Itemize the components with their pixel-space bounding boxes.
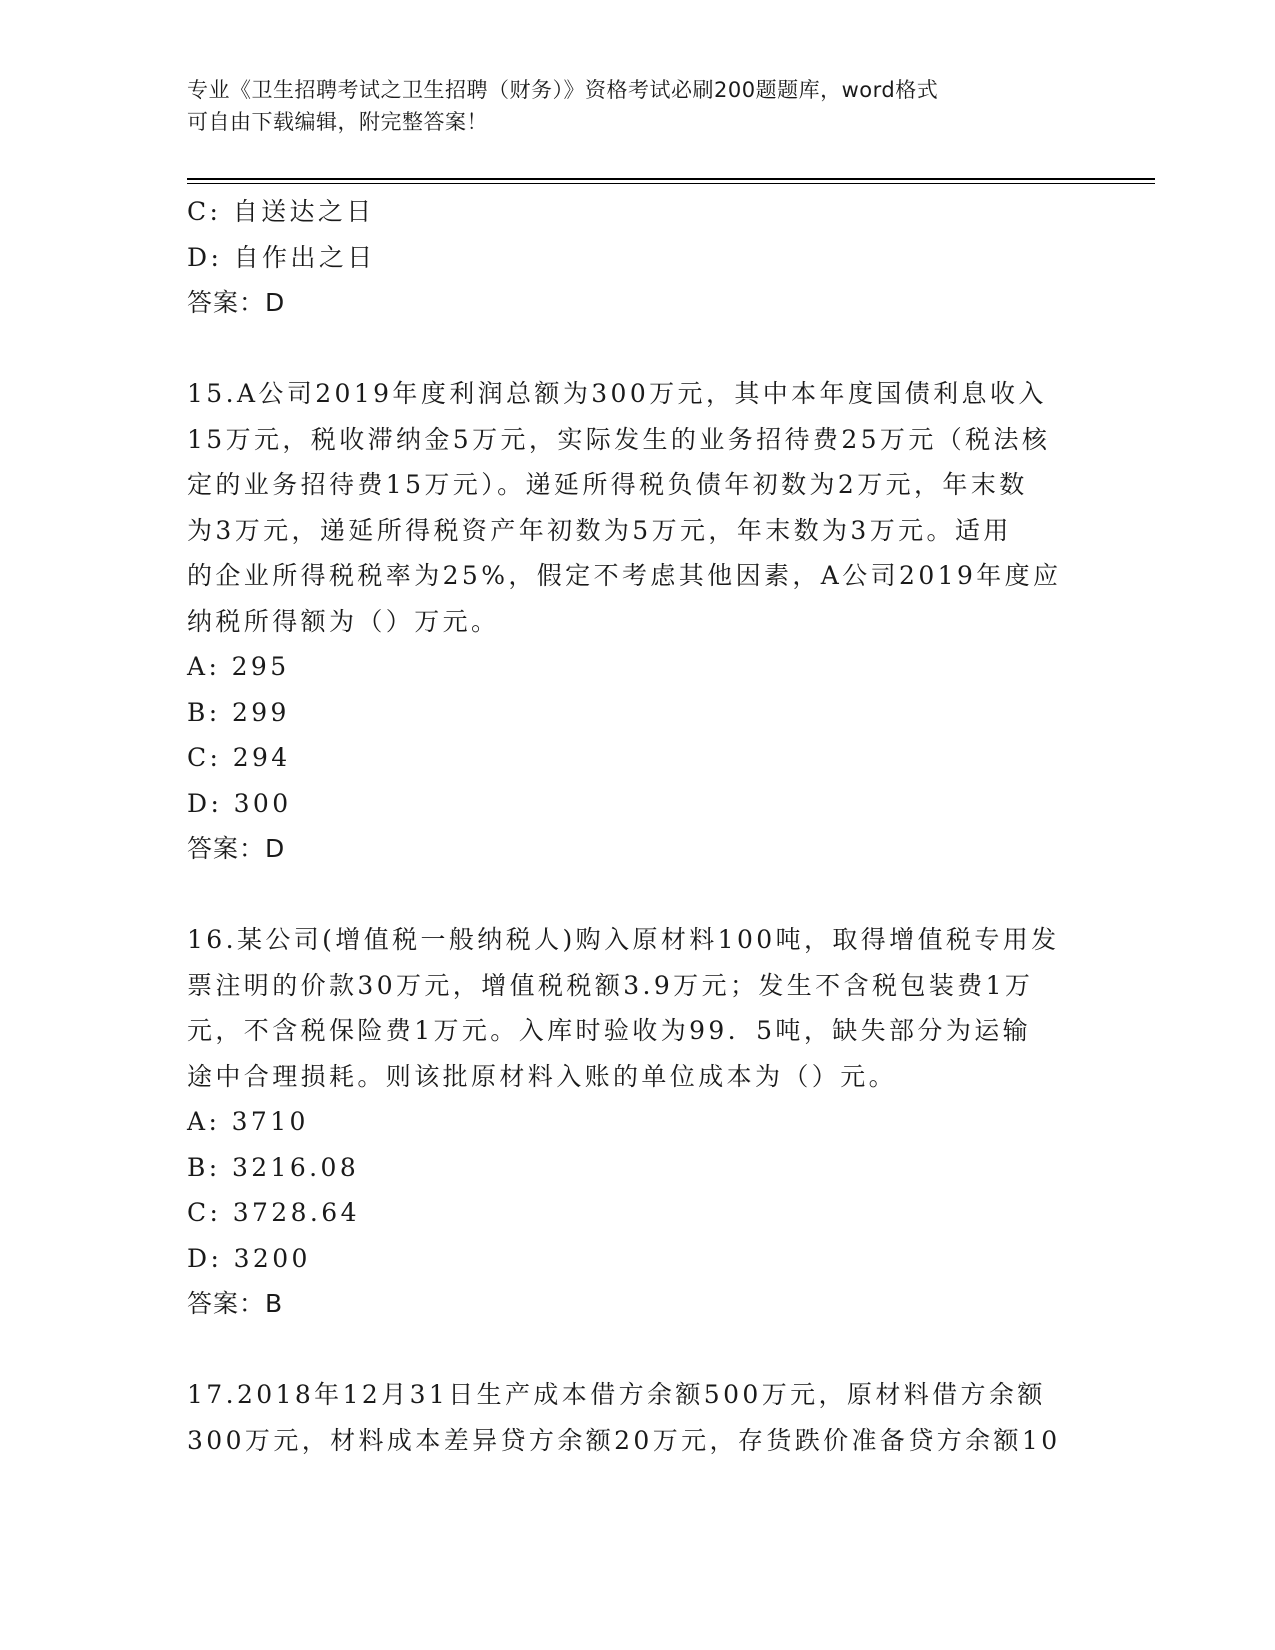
answer-line: 答案：D — [187, 834, 286, 863]
question-17 — [187, 1372, 1087, 1463]
question-text-line: 途中合理损耗。则该批原材料入账的单位成本为（）元。 — [187, 1061, 898, 1091]
header-line-2: 可自由下载编辑，附完整答案！ — [187, 110, 488, 134]
question-15 — [187, 371, 1087, 872]
question-text-line: 300万元，材料成本差异贷方余额20万元，存货跌价准备贷方余额10 — [187, 1425, 1061, 1455]
question-text-line: 的企业所得税税率为25%，假定不考虑其他因素，A公司2019年度应 — [187, 561, 1062, 590]
spacer — [187, 326, 1087, 372]
question-text-line: 16.某公司(增值税一般纳税人)购入原材料100吨，取得增值税专用发 — [187, 925, 1060, 954]
question-16 — [187, 917, 1087, 1327]
header-line-1: 专业《卫生招聘考试之卫生招聘（财务）》资格考试必刷200题题库，word格式 — [187, 78, 939, 102]
question-text-line: 17.2018年12月31日生产成本借方余额500万元，原材料借方余额 — [187, 1380, 1046, 1409]
question-text-line: 票注明的价款30万元，增值税税额3.9万元；发生不含税包装费1万 — [187, 970, 1034, 1000]
header-divider-thin — [187, 183, 1155, 184]
option-a: A: 295 — [187, 652, 290, 681]
option-b: B: 3216.08 — [187, 1152, 360, 1182]
answer-line: 答案：D — [187, 288, 286, 317]
page-header — [187, 74, 1087, 138]
question-text-line: 为3万元，递延所得税资产年初数为5万元，年末数为3万元。适用 — [187, 515, 1012, 545]
option-a: A: 3710 — [187, 1107, 309, 1136]
question-text-line: 15万元，税收滞纳金5万元，实际发生的业务招待费25万元（税法核 — [187, 424, 1051, 454]
option-d: D: 3200 — [187, 1243, 311, 1273]
spacer — [187, 1327, 1087, 1373]
question-text-line: 15.A公司2019年度利润总额为300万元，其中本年度国债利息收入 — [187, 379, 1047, 408]
option-line: C: 自送达之日 — [187, 197, 375, 226]
question-text-line: 纳税所得额为（）万元。 — [187, 606, 500, 636]
option-b: B: 299 — [187, 697, 290, 727]
option-line: D: 自作出之日 — [187, 242, 376, 272]
answer-line: 答案：B — [187, 1289, 284, 1318]
option-c: C: 294 — [187, 743, 291, 772]
document-body — [187, 189, 1087, 1463]
option-c: C: 3728.64 — [187, 1198, 360, 1227]
spacer — [187, 872, 1087, 918]
prev-question — [187, 189, 1087, 326]
question-text-line: 元，不含税保险费1万元。入库时验收为99．5吨，缺失部分为运输 — [187, 1016, 1032, 1045]
header-divider-thick — [187, 178, 1155, 180]
question-text-line: 定的业务招待费15万元）。递延所得税负债年初数为2万元，年末数 — [187, 470, 1028, 499]
option-d: D: 300 — [187, 788, 292, 818]
